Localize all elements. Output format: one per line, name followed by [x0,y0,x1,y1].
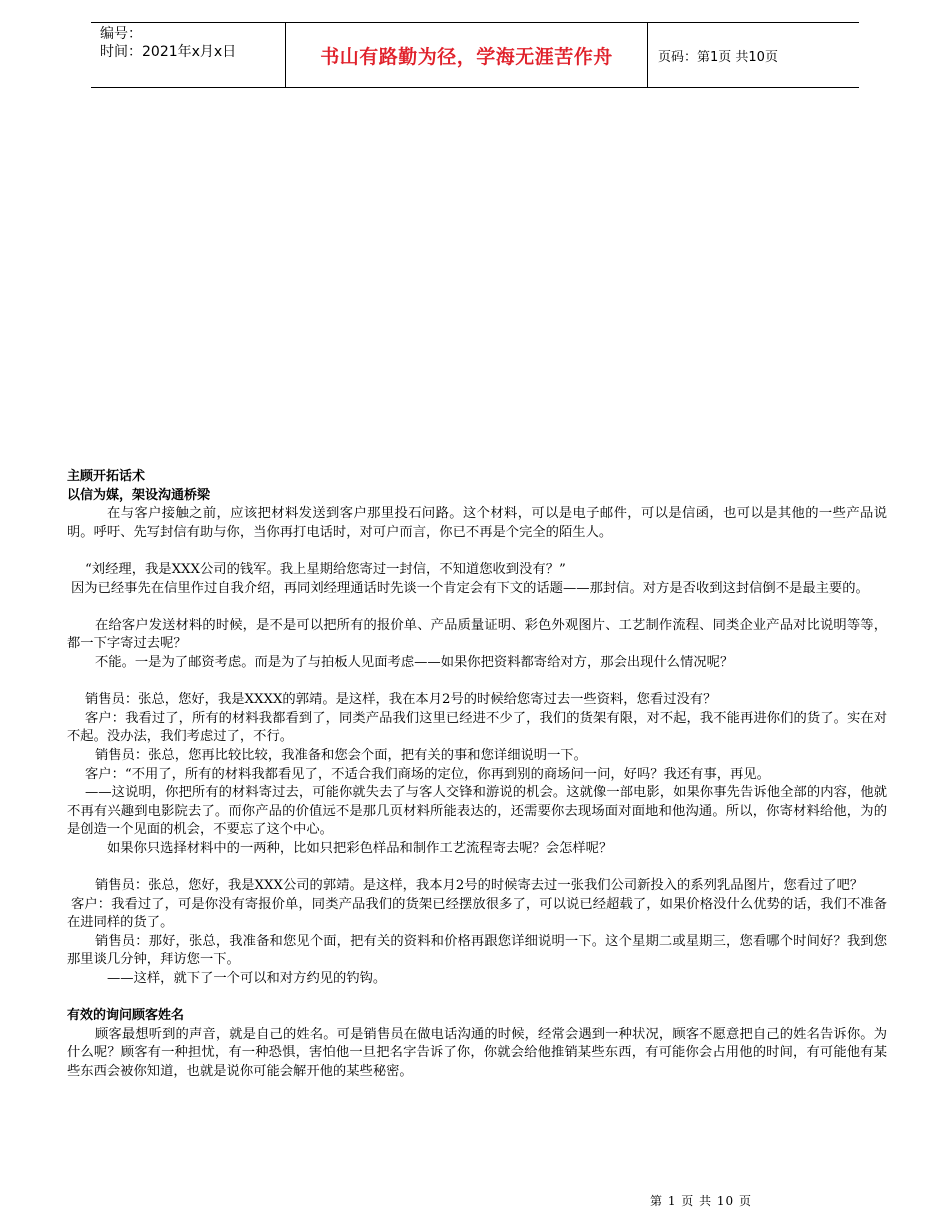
paragraph: 客户：我看过了，可是你没有寄报价单，同类产品我们的货架已经摆放很多了，可以说已经超载了，如果价格没什么优势的话，我们不准备在进同样的货了。 [67,896,887,931]
paragraph-gap [67,542,887,561]
paragraph: 销售员：张总，您再比较比较，我准备和您会个面，把有关的事和您详细说明一下。 [95,747,587,763]
paragraph: 销售员：张总，您好，我是XXX公司的郭靖。是这样，我本月2号的时候寄去过一张我们公司新投入的系列乳品图片，您看过了吧？ [95,878,864,894]
header-motto-cell [286,23,648,87]
paragraph: 客户：“不用了，所有的材料我都看见了，不适合我们商场的定位，你再到别的商场问一问，好吗？我还有事，再见。 [85,766,770,782]
page-footer: 第 1 页 共 10 页 [650,1194,752,1208]
document-title: 主顾开拓话术 [67,469,146,484]
paragraph-gap [67,673,887,692]
document-body [67,468,887,1082]
paragraph: 在与客户接触之前，应该把材料发送到客户那里投石问路。这个材料，可以是电子邮件，可以是信函，也可以是其他的一些产品说明。呼吁、先写封信有助与你，当你再打电话时，对可户而言，你已不再是个完全的陌生人。 [67,506,887,540]
paragraph: 在给客户发送材料的时候，是不是可以把所有的报价单、产品质量证明、彩色外观图片、工艺制作流程、同类企业产品对比说明等等，都一下字寄过去呢？ [67,617,887,652]
paragraph: 不能。一是为了邮资考虑。而是为了与拍板人见面考虑——如果你把资料都寄给对方，那会出现什么情况呢？ [95,654,734,670]
section-heading: 以信为媒，架设沟通桥梁 [67,487,211,503]
header-page-info: 页码：第1页 共10页 [658,49,778,65]
paragraph: 如果你只选择材料中的一两种，比如只把彩色样品和制作工艺流程寄去呢？会怎样呢？ [107,840,613,856]
paragraph: 销售员：张总，您好，我是XXXX的郭靖。是这样，我在本月2号的时候给您寄过去一些资料，您看过没有？ [85,692,717,708]
header-page-cell [648,23,859,87]
paragraph: 因为已经事先在信里作过自我介绍，再同刘经理通话时先谈一个肯定会有下文的话题——那封信。对方是否收到这封信倒不是最主要的。 [71,580,869,596]
paragraph-gap [67,858,887,877]
document-number-label: 编号： [100,26,142,42]
header-meta-cell [91,23,286,87]
paragraph: ——这样，就下了一个可以和对方约见的钓钩。 [107,971,387,987]
page-header [91,22,859,88]
paragraph: 客户：我看过了，所有的材料我都看到了，同类产品我们这里已经进不少了，我们的货架有限，对不起，我不能再进你们的货了。实在对不起。没办法，我们考虑过了，不行。 [67,710,887,745]
paragraph: 销售员：那好，张总，我准备和您见个面，把有关的资料和价格再跟您详细说明一下。这个星期二或星期三，您看哪个时间好？我到您那里谈几分钟，拜访您一下。 [67,933,887,968]
document-time-label: 时间：2021年x月x日 [100,44,237,60]
paragraph: ——这说明，你把所有的材料寄过去，可能你就失去了与客人交锋和游说的机会。这就像一部电影，如果你事先告诉他全部的内容，他就不再有兴趣到电影院去了。而你产品的价值远不是那几页材料所能表达的，还需要你去现场面对面地和他沟通。所以，你寄材料给他，为的是创造一个见面的机会，不要忘了这个中心。 [67,785,887,838]
paragraph-gap [67,989,887,1008]
paragraph: 顾客最想听到的声音，就是自己的姓名。可是销售员在做电话沟通的时候，经常会遇到一种状况，顾客不愿意把自己的姓名告诉你。为什么呢？顾客有一种担忧，有一种恐惧，害怕他一旦把名字告诉了你，你就会给他推销某些东西，有可能你会占用他的时间，有可能他有某些东西会被你知道，也就是说你可能会解开他的某些秘密。 [67,1026,887,1079]
paragraph-gap [67,598,887,617]
header-motto: 书山有路勤为径，学海无涯苦作舟 [320,45,613,68]
section-heading: 有效的询问顾客姓名 [67,1008,185,1024]
paragraph: “刘经理，我是XXX公司的钱军。我上星期给您寄过一封信，不知道您收到没有？” [85,561,566,577]
